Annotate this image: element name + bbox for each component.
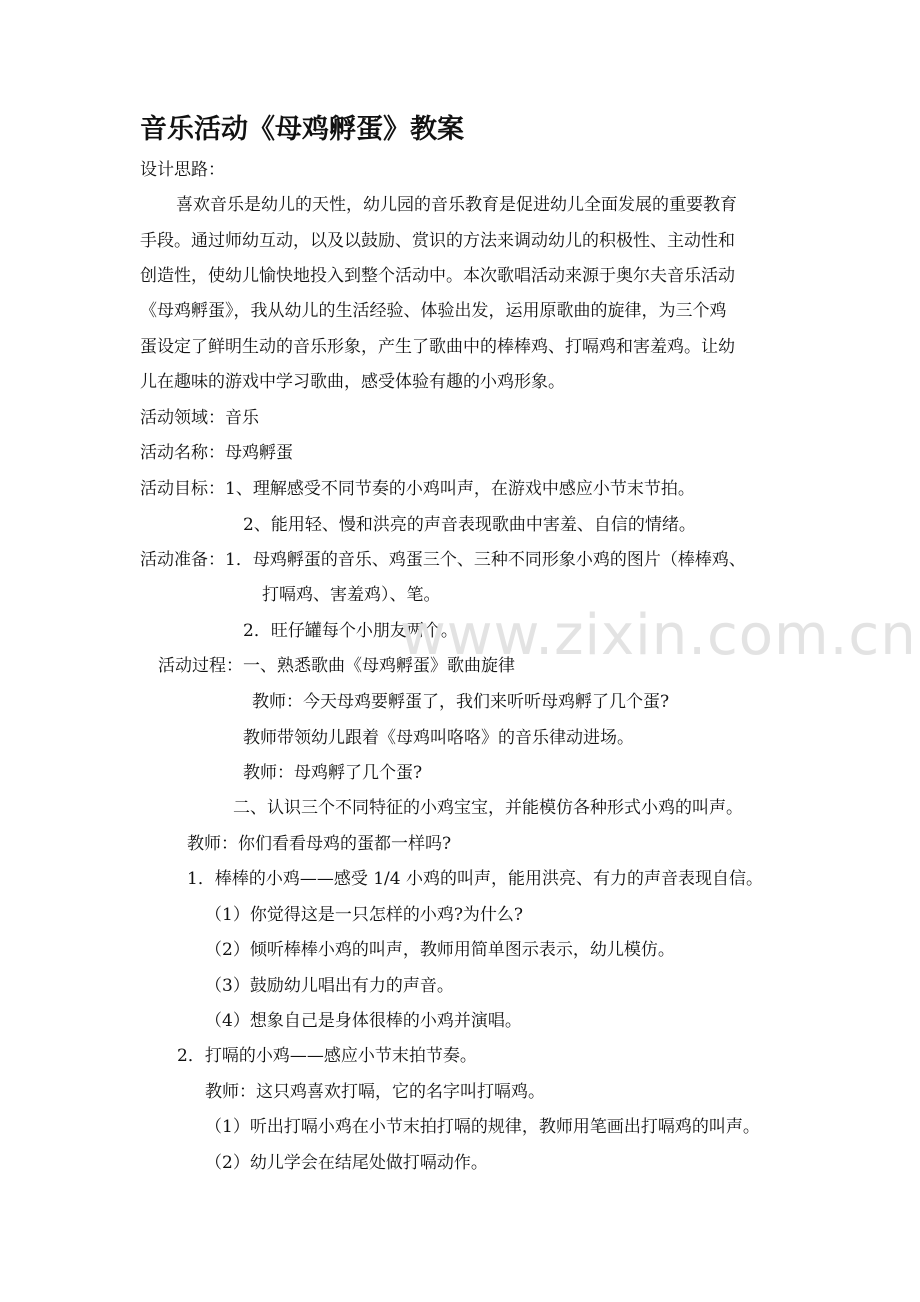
text-line: 教师：你们看看母鸡的蛋都一样吗? [187, 834, 452, 854]
text-line: 2、能用轻、慢和洪亮的声音表现歌曲中害羞、自信的情绪。 [243, 515, 696, 535]
text-line: 儿在趣味的游戏中学习歌曲，感受体验有趣的小鸡形象。 [140, 372, 565, 392]
text-line: 打嗝鸡、害羞鸡）、笔。 [262, 585, 441, 605]
text-line: 二、认识三个不同特征的小鸡宝宝，并能模仿各种形式小鸡的叫声。 [233, 798, 743, 818]
text-line: 2．旺仔罐每个小朋友两个。 [243, 621, 458, 641]
text-line: 手段。通过师幼互动，以及以鼓励、赏识的方法来调动幼儿的积极性、主动性和 [140, 231, 735, 251]
text-line: （2）倾听棒棒小鸡的叫声，教师用简单图示表示，幼儿模仿。 [205, 940, 675, 960]
text-line: 活动名称：母鸡孵蛋 [140, 443, 293, 463]
text-line: 活动过程：一、熟悉歌曲《母鸡孵蛋》歌曲旋律 [158, 656, 515, 676]
text-line: 活动准备：1．母鸡孵蛋的音乐、鸡蛋三个、三种不同形象小鸡的图片（棒棒鸡、 [140, 550, 746, 570]
text-line: 教师：今天母鸡要孵蛋了，我们来听听母鸡孵了几个蛋? [252, 692, 670, 712]
text-line: （1）你觉得这是一只怎样的小鸡?为什么? [205, 905, 524, 925]
text-line: 1．棒棒的小鸡——感受 1/4 小鸡的叫声，能用洪亮、有力的声音表现自信。 [187, 869, 763, 889]
document-title: 音乐活动《母鸡孵蛋》教案 [140, 114, 464, 145]
text-line: 设计思路： [140, 160, 225, 180]
text-line: （3）鼓励幼儿唱出有力的声音。 [205, 976, 454, 996]
text-line: 教师带领幼儿跟着《母鸡叫咯咯》的音乐律动进场。 [243, 728, 634, 748]
text-line: 创造性，使幼儿愉快地投入到整个活动中。本次歌唱活动来源于奥尔夫音乐活动 [140, 266, 735, 286]
text-line: 活动领域：音乐 [140, 408, 259, 428]
text-line: 《母鸡孵蛋》，我从幼儿的生活经验、体验出发，运用原歌曲的旋律，为三个鸡 [140, 301, 727, 321]
text-line: 教师：这只鸡喜欢打嗝，它的名字叫打嗝鸡。 [205, 1082, 545, 1102]
text-line: （1）听出打嗝小鸡在小节末拍打嗝的规律，教师用笔画出打嗝鸡的叫声。 [205, 1117, 760, 1137]
text-line: 教师：母鸡孵了几个蛋? [243, 763, 423, 783]
text-line: 2．打嗝的小鸡——感应小节末拍节奏。 [177, 1046, 477, 1066]
watermark-text: www.zixin.com.cn [400, 603, 917, 668]
text-line: 蛋设定了鲜明生动的音乐形象，产生了歌曲中的棒棒鸡、打嗝鸡和害羞鸡。让幼 [140, 337, 735, 357]
text-line: 喜欢音乐是幼儿的天性，幼儿园的音乐教育是促进幼儿全面发展的重要教育 [176, 195, 737, 215]
text-line: 活动目标：1、理解感受不同节奏的小鸡叫声，在游戏中感应小节末节拍。 [140, 479, 695, 499]
text-line: （4）想象自己是身体很棒的小鸡并演唱。 [205, 1011, 522, 1031]
text-line: （2）幼儿学会在结尾处做打嗝动作。 [205, 1153, 488, 1173]
